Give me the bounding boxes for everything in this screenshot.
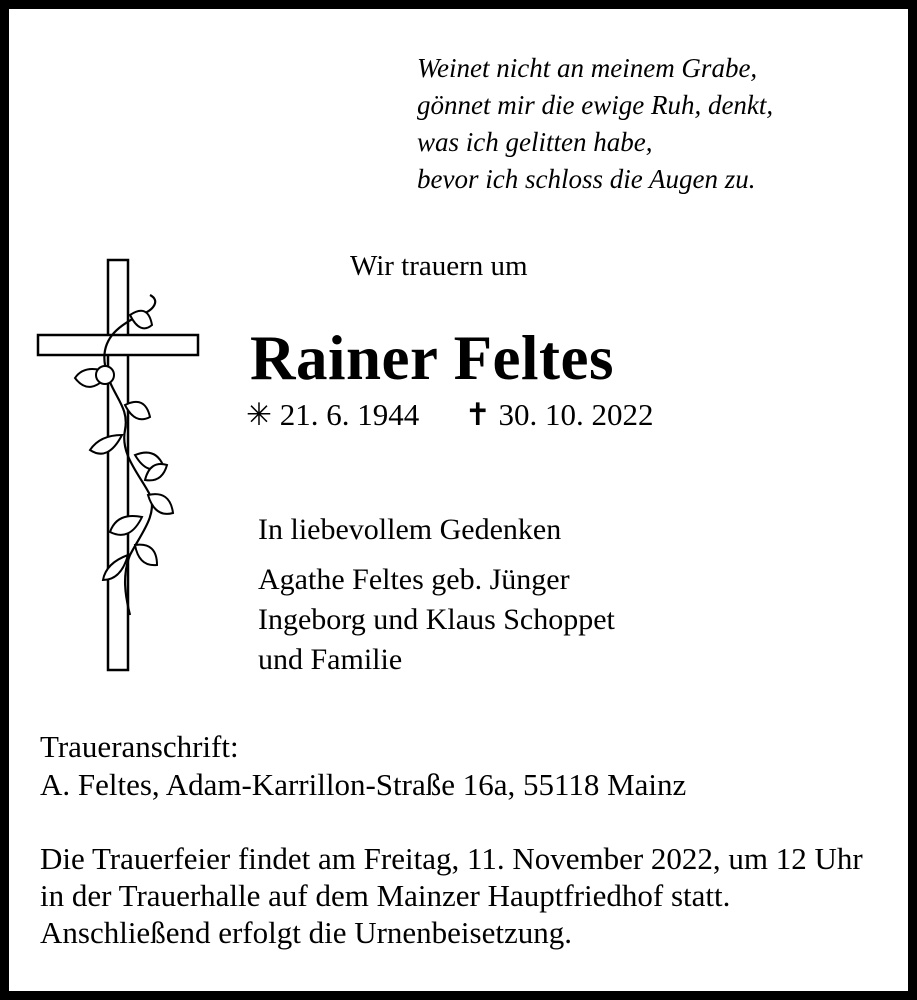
death-date: 30. 10. 2022 — [498, 397, 654, 432]
mourner-line: Ingeborg und Klaus Schoppet — [258, 603, 615, 636]
poem-line: Weinet nicht an meinem Grabe, — [417, 53, 758, 83]
family-block — [258, 510, 615, 680]
poem-line: was ich gelitten habe, — [417, 127, 653, 157]
cross-with-ivy-icon — [30, 255, 210, 675]
mourning-address — [40, 728, 686, 804]
poem-line: gönnet mir die ewige Ruh, denkt, — [417, 90, 774, 120]
poem — [417, 50, 773, 198]
life-dates — [246, 397, 653, 433]
intro-line: Wir trauern um — [350, 250, 528, 282]
address-value: A. Feltes, Adam-Karrillon-Straße 16a, 55118 Mainz — [40, 767, 687, 802]
memorial-line: In liebevollem Gedenken — [258, 513, 562, 546]
birth-date: 21. 6. 1944 — [279, 397, 420, 432]
death-cross-icon: ✝ — [464, 397, 491, 432]
mourner-line: Agathe Feltes geb. Jünger — [258, 563, 570, 596]
birth-star-icon: ✳ — [246, 397, 272, 432]
poem-line: bevor ich schloss die Augen zu. — [417, 164, 756, 194]
ceremony-notice: Die Trauerfeier findet am Freitag, 11. November 2022, um 12 Uhr in der Trauerhalle auf dem Mainzer Hauptfriedhof statt. Anschließend erfolgt die Urnenbeisetzung. — [40, 841, 863, 950]
deceased-name: Rainer Feltes — [250, 323, 614, 393]
mourner-line: und Familie — [258, 643, 403, 676]
address-label: Traueranschrift: — [40, 729, 239, 764]
